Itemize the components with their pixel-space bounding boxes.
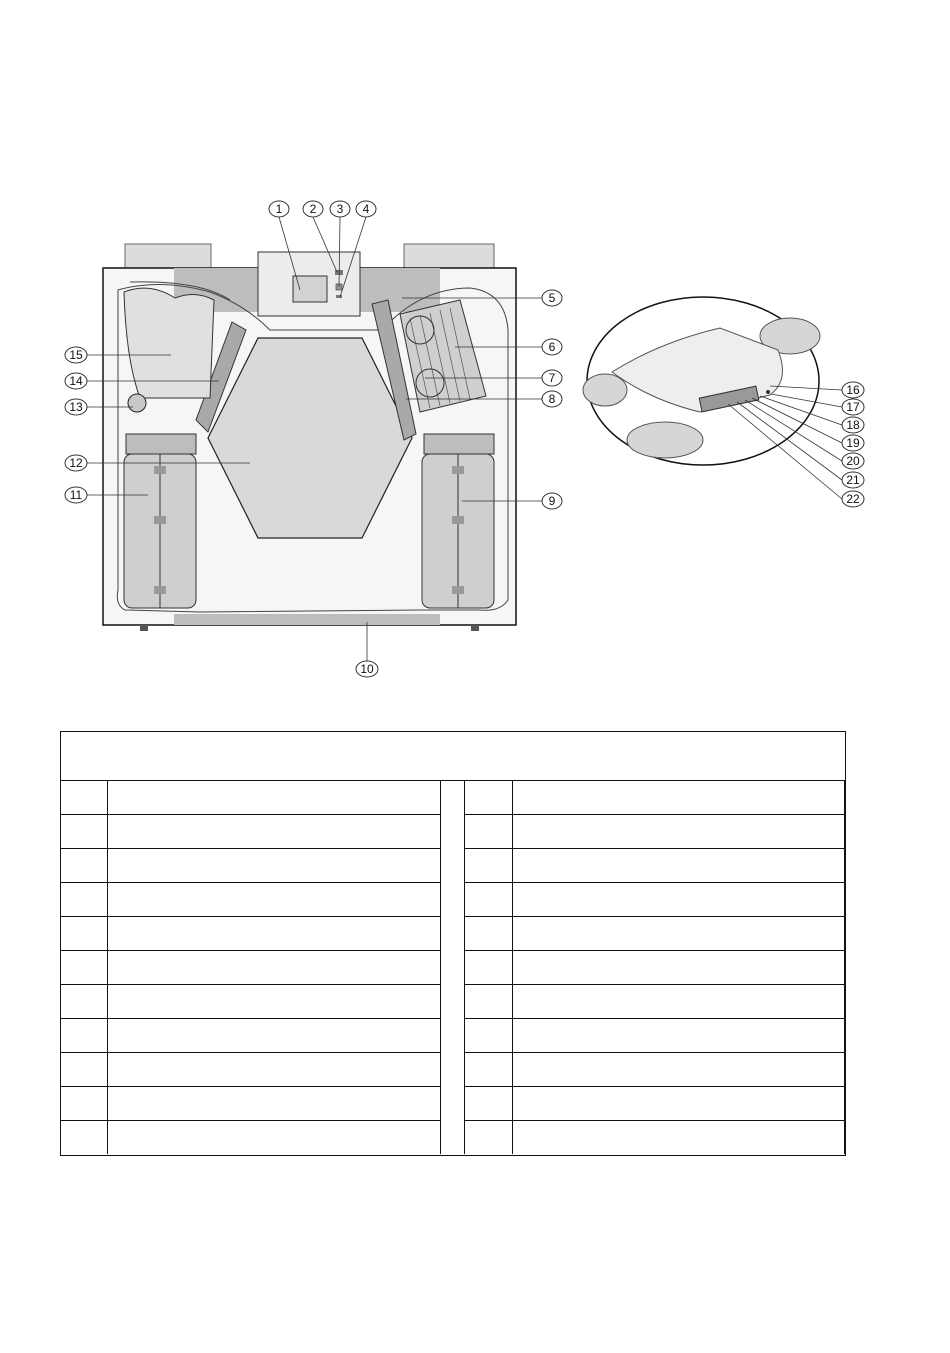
legend-gap-cell bbox=[440, 917, 465, 951]
callout-21 bbox=[842, 472, 864, 488]
legend-row bbox=[61, 781, 845, 815]
legend-number-cell bbox=[465, 781, 512, 815]
legend-description-cell bbox=[512, 849, 844, 883]
legend-number-cell bbox=[61, 849, 108, 883]
legend-number-cell bbox=[61, 1087, 108, 1121]
callout-5 bbox=[542, 290, 562, 306]
legend-description-cell bbox=[512, 951, 844, 985]
svg-text:14: 14 bbox=[69, 374, 83, 388]
legend-row bbox=[61, 849, 845, 883]
svg-text:7: 7 bbox=[548, 371, 556, 385]
legend-number-cell bbox=[61, 883, 108, 917]
legend-description-cell bbox=[512, 1053, 844, 1087]
legend-description-cell bbox=[512, 815, 844, 849]
callout-15 bbox=[65, 347, 87, 363]
detail-connector-view bbox=[583, 297, 820, 465]
callout-6 bbox=[542, 339, 562, 355]
legend-number-cell bbox=[465, 1019, 512, 1053]
svg-text:16: 16 bbox=[846, 383, 860, 397]
legend-description-cell bbox=[108, 1121, 440, 1155]
legend-row bbox=[61, 1121, 845, 1155]
legend-row bbox=[61, 1053, 845, 1087]
legend-row bbox=[61, 1019, 845, 1053]
legend-gap-cell bbox=[440, 815, 465, 849]
legend-gap-cell bbox=[440, 781, 465, 815]
svg-text:3: 3 bbox=[336, 202, 344, 216]
svg-text:17: 17 bbox=[846, 400, 860, 414]
legend-gap-cell bbox=[440, 1087, 465, 1121]
svg-text:10: 10 bbox=[360, 662, 374, 676]
callout-7 bbox=[542, 370, 562, 386]
legend-gap-cell bbox=[440, 883, 465, 917]
callout-3 bbox=[330, 201, 350, 217]
callout-19 bbox=[842, 435, 864, 451]
legend-description-cell bbox=[512, 883, 844, 917]
legend-number-cell bbox=[61, 1121, 108, 1155]
svg-text:22: 22 bbox=[846, 492, 860, 506]
legend-description-cell bbox=[512, 1087, 844, 1121]
callout-18 bbox=[842, 417, 864, 433]
legend-description-cell bbox=[108, 781, 440, 815]
legend-description-cell bbox=[108, 951, 440, 985]
svg-text:13: 13 bbox=[69, 400, 83, 414]
legend-number-cell bbox=[61, 951, 108, 985]
svg-text:2: 2 bbox=[309, 202, 317, 216]
legend-header bbox=[61, 732, 845, 781]
callout-22 bbox=[842, 491, 864, 507]
legend-number-cell bbox=[465, 1087, 512, 1121]
svg-text:18: 18 bbox=[846, 418, 860, 432]
svg-text:20: 20 bbox=[846, 454, 860, 468]
legend-number-cell bbox=[465, 951, 512, 985]
legend-gap-cell bbox=[440, 951, 465, 985]
legend-description-cell bbox=[108, 1019, 440, 1053]
legend-description-cell bbox=[108, 849, 440, 883]
bypass-motor bbox=[128, 394, 146, 412]
legend-number-cell bbox=[61, 1053, 108, 1087]
legend-row bbox=[61, 883, 845, 917]
legend-description-cell bbox=[512, 1019, 844, 1053]
svg-text:19: 19 bbox=[846, 436, 860, 450]
svg-text:5: 5 bbox=[548, 291, 556, 305]
legend-description-cell bbox=[512, 985, 844, 1019]
legend-description-cell bbox=[108, 985, 440, 1019]
svg-text:12: 12 bbox=[69, 456, 83, 470]
legend-number-cell bbox=[61, 1019, 108, 1053]
legend-row bbox=[61, 917, 845, 951]
callout-14 bbox=[65, 373, 87, 389]
legend-description-cell bbox=[108, 815, 440, 849]
callout-2 bbox=[303, 201, 323, 217]
legend-description-cell bbox=[108, 1087, 440, 1121]
callout-9 bbox=[542, 493, 562, 509]
legend-number-cell bbox=[61, 985, 108, 1019]
svg-text:8: 8 bbox=[548, 392, 556, 406]
callout-20 bbox=[842, 453, 864, 469]
legend-description-cell bbox=[512, 781, 844, 815]
svg-text:11: 11 bbox=[69, 488, 83, 502]
legend-gap-cell bbox=[440, 1121, 465, 1155]
legend-number-cell bbox=[465, 815, 512, 849]
legend-number-cell bbox=[61, 781, 108, 815]
legend-number-cell bbox=[465, 849, 512, 883]
svg-text:15: 15 bbox=[69, 348, 83, 362]
svg-text:9: 9 bbox=[548, 494, 556, 508]
svg-text:4: 4 bbox=[362, 202, 370, 216]
legend-number-cell bbox=[465, 985, 512, 1019]
callout-12 bbox=[65, 455, 87, 471]
legend-row bbox=[61, 985, 845, 1019]
legend-gap-cell bbox=[440, 985, 465, 1019]
legend-number-cell bbox=[61, 815, 108, 849]
callout-10 bbox=[356, 661, 378, 677]
filter-left bbox=[124, 288, 214, 398]
legend-row bbox=[61, 1087, 845, 1121]
callout-11 bbox=[65, 487, 87, 503]
callout-8 bbox=[542, 391, 562, 407]
legend-number-cell bbox=[465, 1053, 512, 1087]
legend-gap-cell bbox=[440, 849, 465, 883]
svg-text:21: 21 bbox=[846, 473, 860, 487]
legend-gap-cell bbox=[440, 1019, 465, 1053]
callout-1 bbox=[269, 201, 289, 217]
fan-right bbox=[422, 434, 494, 608]
callout-16 bbox=[842, 382, 864, 398]
legend-grid bbox=[61, 781, 845, 1154]
legend-number-cell bbox=[465, 917, 512, 951]
fan-left bbox=[124, 434, 196, 608]
legend-description-cell bbox=[108, 917, 440, 951]
legend-description-cell bbox=[108, 883, 440, 917]
legend-number-cell bbox=[61, 917, 108, 951]
legend-table bbox=[60, 731, 846, 1156]
legend-row bbox=[61, 815, 845, 849]
legend-number-cell bbox=[465, 883, 512, 917]
callout-13 bbox=[65, 399, 87, 415]
callout-4 bbox=[356, 201, 376, 217]
legend-description-cell bbox=[512, 1121, 844, 1155]
svg-text:6: 6 bbox=[548, 340, 556, 354]
callout-17 bbox=[842, 399, 864, 415]
legend-description-cell bbox=[512, 917, 844, 951]
legend-row bbox=[61, 951, 845, 985]
legend-number-cell bbox=[465, 1121, 512, 1155]
svg-text:1: 1 bbox=[275, 202, 283, 216]
legend-gap-cell bbox=[440, 1053, 465, 1087]
legend-description-cell bbox=[108, 1053, 440, 1087]
